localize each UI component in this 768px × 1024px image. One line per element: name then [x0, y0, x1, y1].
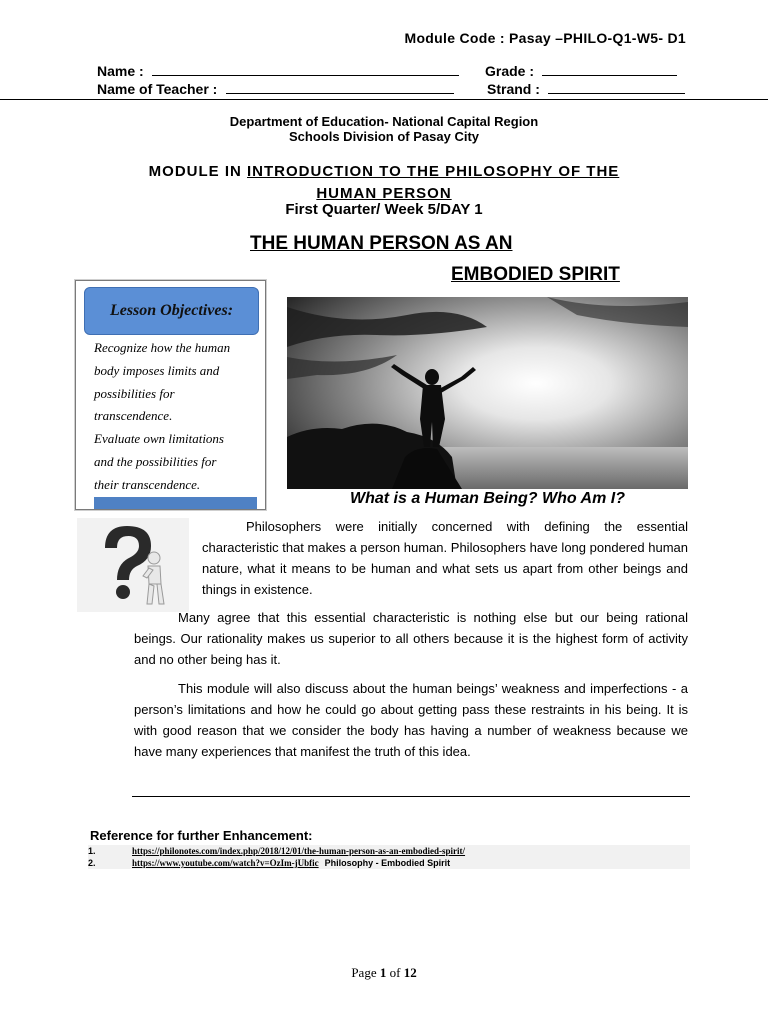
teacher-label: Name of Teacher : [97, 81, 218, 97]
body-paragraph-1: Philosophers were initially concerned with defining the essential characteristic that makes a person human. Philosophers have long pondered human nature, what it means to be human and what sets us apart from other beings and things in existence. [202, 519, 688, 597]
module-title [0, 161, 768, 205]
agency-block [0, 114, 768, 144]
reference-number: 1. [88, 846, 96, 856]
header-divider [0, 99, 768, 100]
objective-line: Recognize how the human [94, 340, 231, 355]
references-title: Reference for further Enhancement: [90, 828, 313, 843]
objectives-heading: Lesson Objectives: [84, 287, 259, 335]
grade-label: Grade : [485, 63, 535, 79]
reference-description: Philosophy - Embodied Spirit [324, 858, 451, 868]
teacher-blank[interactable] [226, 81, 454, 94]
agency-line-2: Schools Division of Pasay City [289, 129, 479, 144]
strand-field [487, 81, 685, 99]
grade-blank[interactable] [542, 63, 677, 76]
lesson-title-line-2: EMBODIED SPIRIT [451, 264, 620, 285]
page-footer [0, 965, 768, 981]
reference-link[interactable]: https://www.youtube.com/watch?v=OzIm-jUbfic [132, 858, 319, 868]
page-total: 12 [403, 965, 417, 980]
body-paragraph-3: This module will also discuss about the human beings’ weakness and imperfections - a person’s limitations and how he could go about getting pass these restraints in his being. It is with good reason that we consider the body has having a number of weakness because we have many experiences that manifest the truth of this idea. [134, 681, 688, 759]
module-subject-line-1: INTRODUCTION TO THE PHILOSOPHY OF THE [247, 163, 620, 180]
module-code: Module Code : Pasay –PHILO-Q1-W5- D1 [404, 30, 686, 46]
objective-line: possibilities for [94, 385, 175, 401]
objectives-bottom-bar [94, 497, 257, 509]
objective-line: Evaluate own limitations [94, 431, 224, 447]
objective-line: and the possibilities for [94, 453, 217, 469]
page-current: 1 [379, 965, 387, 980]
objective-line: their transcendence. [94, 476, 201, 492]
strand-blank[interactable] [548, 81, 685, 94]
section-heading: What is a Human Being? Who Am I? [350, 490, 625, 507]
name-label: Name : [97, 63, 144, 79]
agency-line-1: Department of Education- National Capital Region [229, 114, 539, 129]
module-prefix: MODULE IN [148, 163, 248, 180]
teacher-field [97, 81, 454, 99]
page-word: Page [351, 965, 377, 980]
body-divider [132, 796, 690, 797]
reference-item [88, 845, 690, 857]
question-mark-figure-icon [77, 518, 189, 612]
module-subject-line-2: HUMAN PERSON [316, 185, 452, 202]
reference-link[interactable]: https://philonotes.com/index.php/2018/12/01/the-human-person-as-an-embodied-spirit/ [132, 846, 466, 856]
objective-line: transcendence. [94, 408, 173, 424]
quarter-label: First Quarter/ Week 5/DAY 1 [285, 201, 483, 218]
grade-field [485, 63, 677, 81]
objective-line: body imposes limits and [94, 362, 220, 378]
strand-label: Strand : [487, 81, 540, 97]
references-list [88, 845, 690, 869]
reference-item [88, 857, 690, 869]
name-blank[interactable] [152, 63, 459, 76]
reference-number: 2. [88, 858, 96, 868]
name-field [97, 63, 459, 81]
body-paragraph-2: Many agree that this essential characteristic is nothing else but our being rational beings. Our rationality makes us superior to all others because it is the highest form of activity and no other being has it. [134, 610, 688, 667]
objectives-list [94, 337, 264, 497]
lesson-title-line-1: THE HUMAN PERSON AS AN [250, 233, 513, 254]
page-of-word: of [389, 965, 401, 980]
man-arms-raised-silhouette-photo [287, 297, 688, 489]
